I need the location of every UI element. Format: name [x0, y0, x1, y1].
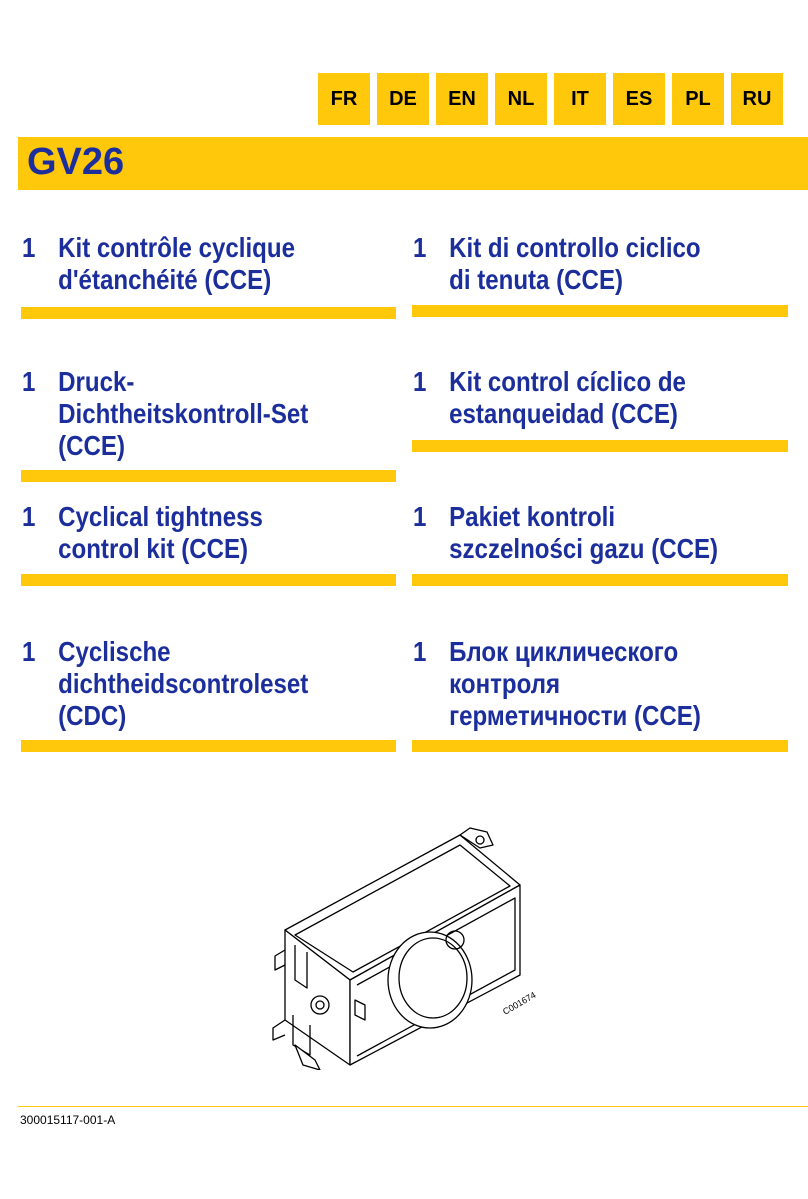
item-line: герметичности (CCE) — [449, 700, 701, 731]
item-line: d'étanchéité (CCE) — [58, 264, 272, 295]
divider — [412, 574, 788, 586]
item-line: dichtheidscontroleset — [58, 668, 309, 699]
lang-tab-es[interactable]: ES — [613, 73, 665, 125]
figure-code: C001674 — [501, 989, 538, 1017]
item-line: Kit contrôle cyclique — [58, 232, 295, 263]
product-illustration — [265, 820, 555, 1070]
item-line: контроля — [449, 668, 561, 699]
item-quantity: 1 — [22, 501, 36, 532]
lang-tab-de[interactable]: DE — [377, 73, 429, 125]
item-line: Dichtheitskontroll-Set — [58, 398, 309, 429]
item-line: Блок циклического — [449, 636, 679, 667]
item-line: Cyclical tightness — [58, 501, 263, 532]
lang-tab-en[interactable]: EN — [436, 73, 488, 125]
language-tabs — [318, 73, 790, 125]
footer-divider — [18, 1106, 808, 1107]
divider — [412, 740, 788, 752]
item-line: Kit di controllo ciclico — [449, 232, 701, 263]
item-line: di tenuta (CCE) — [449, 264, 624, 295]
divider — [21, 470, 396, 482]
item-line: estanqueidad (CCE) — [449, 398, 678, 429]
item-quantity: 1 — [413, 232, 427, 263]
divider — [21, 307, 396, 319]
lang-tab-ru[interactable]: RU — [731, 73, 783, 125]
divider — [412, 440, 788, 452]
item-quantity: 1 — [22, 232, 36, 263]
item-line: Druck- — [58, 366, 135, 397]
divider — [21, 740, 396, 752]
item-line: Cyclische — [58, 636, 171, 667]
lang-tab-nl[interactable]: NL — [495, 73, 547, 125]
lang-tab-fr[interactable]: FR — [318, 73, 370, 125]
document-reference: 300015117-001-A — [20, 1113, 116, 1127]
lang-tab-it[interactable]: IT — [554, 73, 606, 125]
page-title: GV26 — [27, 141, 125, 183]
item-line: control kit (CCE) — [58, 533, 249, 564]
title-bar — [18, 137, 808, 190]
item-quantity: 1 — [22, 366, 36, 397]
item-line: (CDC) — [58, 700, 127, 731]
divider — [412, 305, 788, 317]
item-line: szczelności gazu (CCE) — [449, 533, 719, 564]
lang-tab-pl[interactable]: PL — [672, 73, 724, 125]
item-line: Pakiet kontroli — [449, 501, 616, 532]
divider — [21, 574, 396, 586]
item-quantity: 1 — [413, 636, 427, 667]
item-line: (CCE) — [58, 430, 125, 461]
item-quantity: 1 — [413, 501, 427, 532]
item-quantity: 1 — [413, 366, 427, 397]
item-line: Kit control cíclico de — [449, 366, 686, 397]
item-quantity: 1 — [22, 636, 36, 667]
